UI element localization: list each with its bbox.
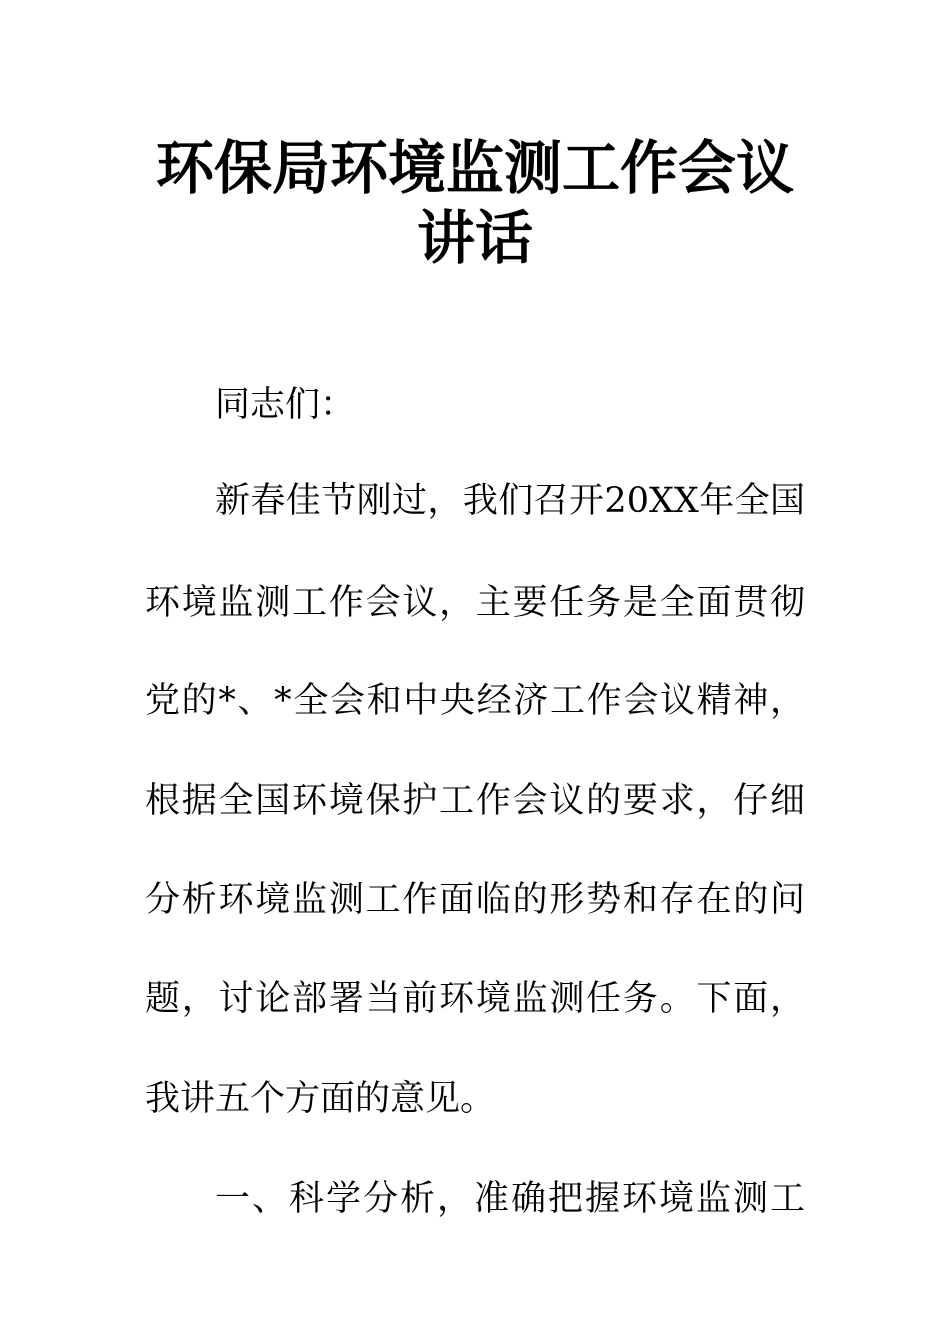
document-title-line-2: 讲话: [416, 204, 533, 272]
paragraph-line: 新春佳节刚过，我们召开20XX年全国: [215, 481, 805, 521]
paragraph-line: 党的*、*全会和中央经济工作会议精神，: [145, 681, 805, 721]
salutation: 同志们：: [215, 385, 356, 425]
paragraph-line: 我讲五个方面的意见。: [145, 1079, 496, 1119]
document-title-line-1: 环保局环境监测工作会议: [155, 134, 794, 202]
paragraph-line: 分析环境监测工作面临的形势和存在的问: [145, 880, 805, 920]
section-heading: 一、科学分析，准确把握环境监测工: [215, 1179, 805, 1219]
paragraph-line: 题，讨论部署当前环境监测任务。下面，: [145, 979, 805, 1019]
paragraph-line: 环境监测工作会议，主要任务是全面贯彻: [145, 583, 805, 623]
paragraph-line: 根据全国环境保护工作会议的要求，仔细: [145, 781, 805, 821]
